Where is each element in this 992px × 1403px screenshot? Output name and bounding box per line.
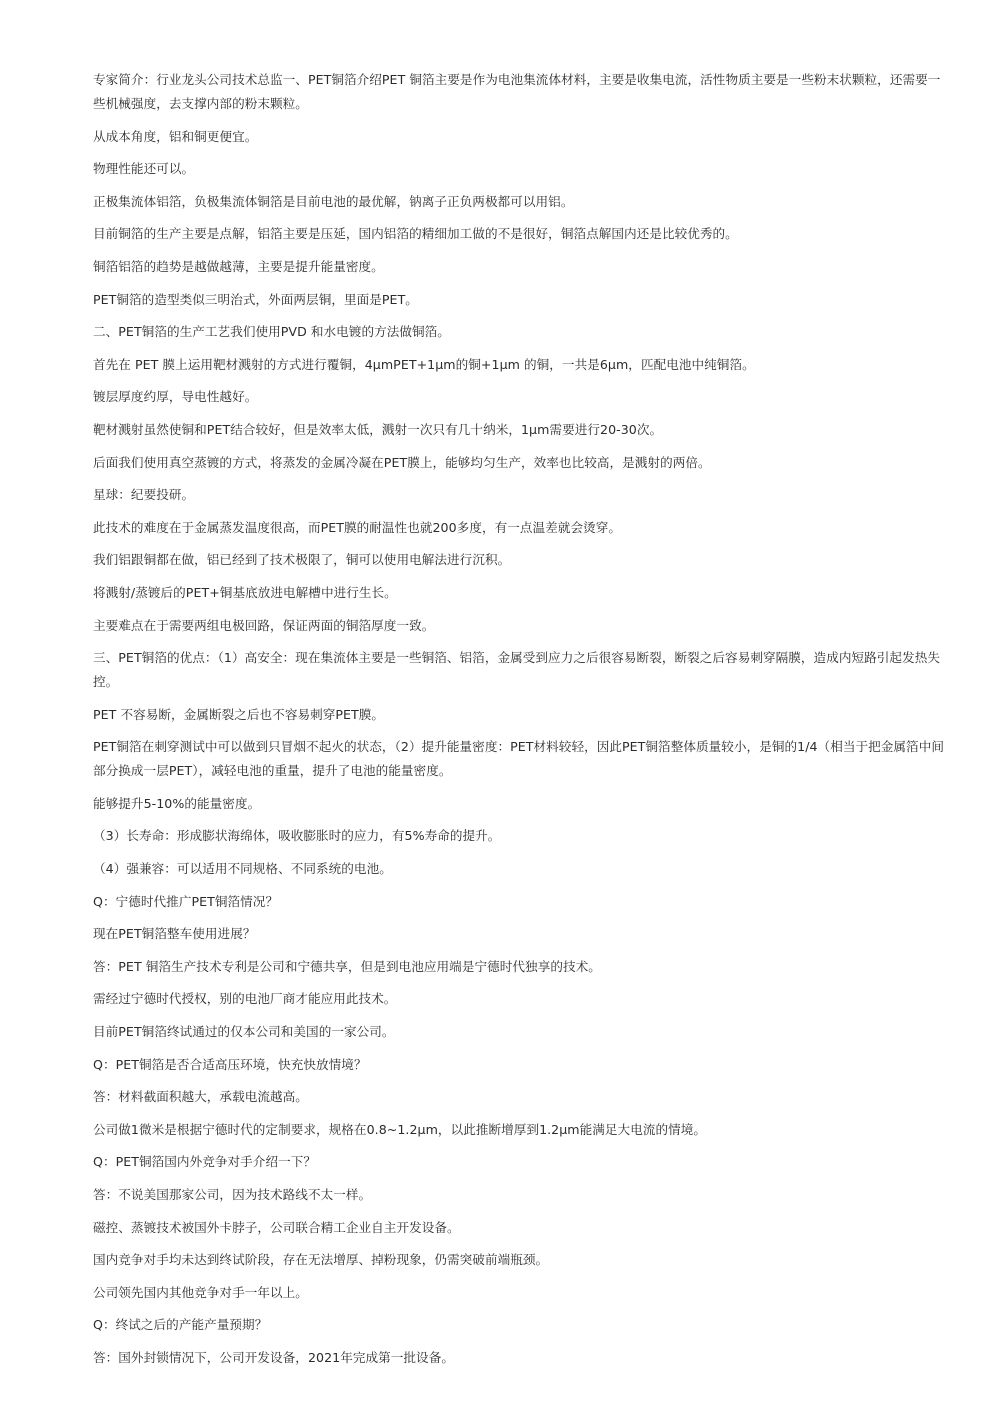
text-paragraph: 主要难点在于需要两组电极回路，保证两面的铜箔厚度一致。 bbox=[93, 617, 435, 633]
text-paragraph: 我们铝跟铜都在做，铝已经到了技术极限了，铜可以使用电解法进行沉积。 bbox=[93, 552, 511, 568]
text-paragraph: 后面我们使用真空蒸镀的方式，将蒸发的金属冷凝在PET膜上，能够均匀生产，效率也比较高，是溅射的两倍。 bbox=[93, 454, 711, 470]
text-paragraph: 靶材溅射虽然使铜和PET结合较好，但是效率太低，溅射一次只有几十纳米，1μm需要进行20-30次。 bbox=[93, 421, 663, 437]
text-paragraph: PET 不容易断，金属断裂之后也不容易刺穿PET膜。 bbox=[93, 706, 385, 722]
text-paragraph: PET铜箔的造型类似三明治式，外面两层铜，里面是PET。 bbox=[93, 291, 418, 307]
answer-paragraph: 答：PET 铜箔生产技术专利是公司和宁德共享，但是到电池应用端是宁德时代独享的技术。 bbox=[93, 958, 601, 974]
answer-paragraph: 答：材料截面积越大，承载电流越高。 bbox=[93, 1089, 308, 1105]
text-paragraph: 镀层厚度约厚，导电性越好。 bbox=[93, 389, 258, 405]
text-paragraph: 磁控、蒸镀技术被国外卡脖子，公司联合精工企业自主开发设备。 bbox=[93, 1219, 460, 1235]
text-paragraph: 首先在 PET 膜上运用靶材溅射的方式进行覆铜，4μmPET+1μm的铜+1μm 的铜，一共是6μm，匹配电池中纯铜箔。 bbox=[93, 356, 755, 372]
text-paragraph: 目前铜箔的生产主要是点解，铝箔主要是压延，国内铝箔的精细加工做的不是很好，铜箔点解国内还是比较优秀的。 bbox=[93, 226, 738, 242]
text-paragraph: 目前PET铜箔终试通过的仅本公司和美国的一家公司。 bbox=[93, 1024, 395, 1040]
answer-paragraph: 答：不说美国那家公司，因为技术路线不太一样。 bbox=[93, 1187, 372, 1202]
text-paragraph: 公司领先国内其他竞争对手一年以上。 bbox=[93, 1284, 308, 1300]
question-paragraph: Q：PET铜箔国内外竞争对手介绍一下？ bbox=[93, 1154, 317, 1170]
expert-intro-paragraph: 专家简介：行业龙头公司技术总监一、PET铜箔介绍PET 铜箔主要是作为电池集流体材料，主要是收集电流，活性物质主要是一些粉末状颗粒，还需要一些机械强度，去支撑内部的粉末颗粒。 bbox=[93, 72, 941, 111]
text-paragraph: 正极集流体铝箔，负极集流体铜箔是目前电池的最优解，钠离子正负两极都可以用铝。 bbox=[93, 193, 574, 209]
question-paragraph: Q：终试之后的产能产量预期？ bbox=[93, 1317, 268, 1333]
answer-paragraph: 答：国外封锁情况下，公司开发设备，2021年完成第一批设备。 bbox=[93, 1349, 454, 1365]
text-paragraph: 星球：纪要投研。 bbox=[93, 487, 195, 503]
text-paragraph: （4）强兼容：可以适用不同规格、不同系统的电池。 bbox=[93, 861, 392, 877]
text-paragraph: 将溅射/蒸镀后的PET+铜基底放进电解槽中进行生长。 bbox=[93, 584, 397, 600]
text-paragraph: PET铜箔在刺穿测试中可以做到只冒烟不起火的状态，（2）提升能量密度：PET材料较轻，因此PET铜箔整体质量较小，是铜的1/4（相当于把金属箔中间部分换成一层PET），减轻电池的重量，提升了电池的能量密度。 bbox=[93, 739, 944, 779]
text-paragraph: 能够提升5-10%的能量密度。 bbox=[93, 795, 261, 811]
text-paragraph: 铜箔铝箔的趋势是越做越薄，主要是提升能量密度。 bbox=[93, 258, 384, 274]
question-paragraph: Q：PET铜箔是否合适高压环境，快充快放情境？ bbox=[93, 1056, 367, 1072]
question-paragraph: 现在PET铜箔整车使用进展？ bbox=[93, 926, 256, 942]
text-paragraph: 物理性能还可以。 bbox=[93, 161, 195, 177]
section-heading-paragraph: 二、PET铜箔的生产工艺我们使用PVD 和水电镀的方法做铜箔。 bbox=[93, 324, 450, 340]
document-body bbox=[93, 68, 945, 1379]
section-heading-paragraph: 三、PET铜箔的优点：（1）高安全：现在集流体主要是一些铜箔、铝箔，金属受到应力之后很容易断裂，断裂之后容易刺穿隔膜，造成内短路引起发热失控。 bbox=[93, 650, 940, 690]
text-paragraph: 此技术的难度在于金属蒸发温度很高，而PET膜的耐温性也就200多度，有一点温差就会烫穿。 bbox=[93, 519, 622, 535]
text-paragraph: （3）长寿命：形成膨状海绵体，吸收膨胀时的应力，有5%寿命的提升。 bbox=[93, 828, 501, 844]
text-paragraph: 从成本角度，铝和铜更便宜。 bbox=[93, 128, 258, 144]
text-paragraph: 公司做1微米是根据宁德时代的定制要求，规格在0.8~1.2μm，以此推断增厚到1.2μm能满足大电流的情境。 bbox=[93, 1121, 707, 1137]
question-paragraph: Q：宁德时代推广PET铜箔情况？ bbox=[93, 893, 279, 909]
text-paragraph: 国内竞争对手均未达到终试阶段，存在无法增厚、掉粉现象，仍需突破前端瓶颈。 bbox=[93, 1252, 549, 1268]
text-paragraph: 需经过宁德时代授权，别的电池厂商才能应用此技术。 bbox=[93, 991, 397, 1007]
